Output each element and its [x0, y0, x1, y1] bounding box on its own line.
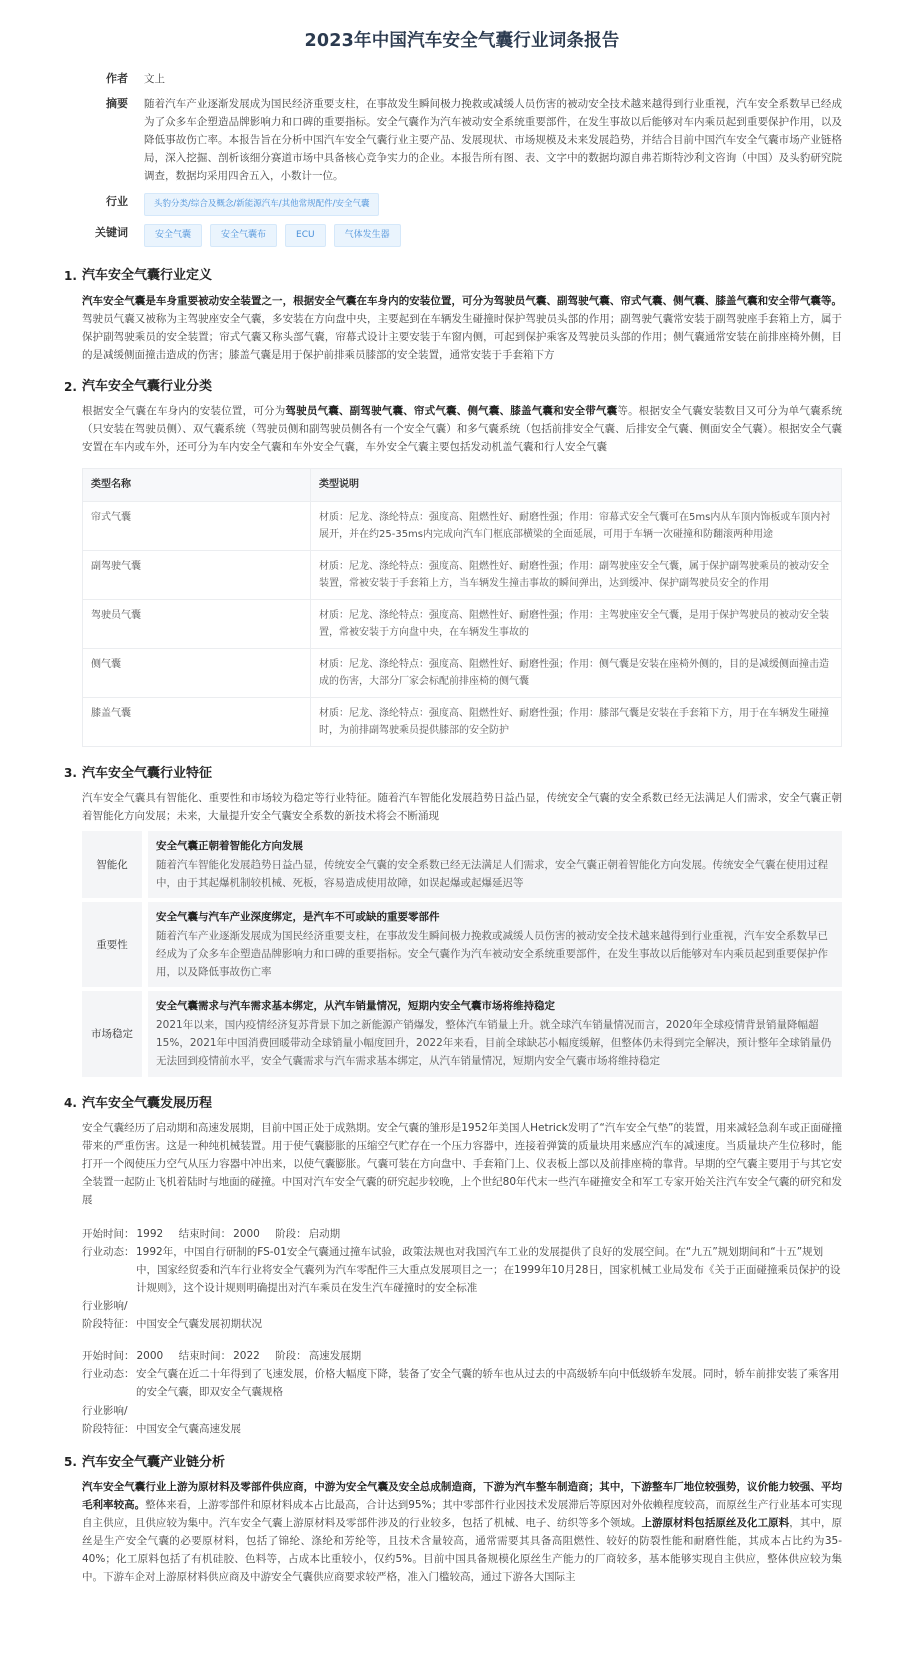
start-label: 开始时间：: [82, 1350, 135, 1363]
type-name-cell: 膝盖气囊: [83, 697, 311, 746]
author-row: [82, 70, 842, 89]
type-name-cell: 侧气囊: [83, 648, 311, 697]
section-value-chain: [64, 1452, 843, 1587]
body-text: 整体来看，上游零部件和原材料成本占比最高，合计达到95%；其中零部件行业因技术发展滞后等原因对外依赖程度较高，而原丝生产行业基本可实现自主供应，且供应较为集中。汽车安全气囊上游原材料及零部件涉及的行业较多，包括了机械、电子、纺织等多个领域。: [82, 1499, 843, 1530]
author-name: 文上: [144, 73, 165, 86]
stage-header: [82, 1225, 842, 1243]
keyword-tag[interactable]: 气体发生器: [334, 224, 401, 247]
stage-feature: [82, 1315, 842, 1333]
abstract-text: 随着汽车产业逐渐发展成为国民经济重要支柱，在事故发生瞬间极力挽救或减缓人员伤害的被动安全技术越来越得到行业重视，汽车安全系数早已经成为了众多车企塑造品牌影响力和口碑的重要指标。安全气囊作为汽车被动安全系统重要部件，在发生事故以后能够对车内乘员起到重要保护作用，以及降低事故伤亡率。本报告旨在分析中国汽车安全气囊行业主要产品、发展现状、市场规模及未来发展趋势，并结合目前中国汽车安全气囊市场产业链格局，深入挖掘、剖析该细分赛道市场中具备核心竞争实力的企业。本报告所有图、表、文字中的数据均源自弗若斯特沙利文咨询（中国）及头豹研究院调查，数据均采用四舍五入，小数计一位。: [144, 98, 842, 183]
start-label: 开始时间：: [82, 1228, 135, 1241]
type-desc-cell: 材质：尼龙、涤纶特点：强度高、阻燃性好、耐磨性强；作用：膝部气囊是安装在手套箱下方，用于在车辆发生碰撞时，为前排副驾驶乘员提供膝部的安全防护: [311, 697, 842, 746]
stage-dynamic: [82, 1365, 842, 1401]
type-desc-cell: 材质：尼龙、涤纶特点：强度高、阻燃性好、耐磨性强；作用：副驾驶座安全气囊，属于保护副驾驶乘员的被动安全装置，常被安装于手套箱上方，当车辆发生撞击事故的瞬间弹出，达到缓冲、保护副驾驶员安全的作用: [311, 550, 842, 599]
section-title: 汽车安全气囊发展历程: [82, 1095, 213, 1111]
keywords-label: 关键词: [95, 225, 128, 239]
feature-item: [82, 991, 842, 1076]
feature-title: 安全气囊与汽车产业深度绑定，是汽车不可或缺的重要零部件: [156, 911, 440, 924]
table-header-cell: 类型说明: [311, 469, 842, 501]
keyword-tag[interactable]: 安全气囊布: [210, 224, 277, 247]
feature-text: 中国安全气囊高速发展: [136, 1422, 241, 1435]
feature-key: 市场稳定: [82, 991, 142, 1076]
section-heading: [64, 265, 842, 287]
start-value: 1992: [136, 1228, 164, 1241]
section-paragraph: 汽车安全气囊具有智能化、重要性和市场较为稳定等行业特征。随着汽车智能化发展趋势日益凸显，传统安全气囊的安全系数已经无法满足人们需求，安全气囊正朝着智能化方向发展；未来，大量提升安全气囊安全系数的新技术将会不断涌现: [82, 791, 842, 822]
feature-item: [82, 831, 842, 898]
industry-label: 行业: [106, 195, 128, 209]
table-row: [83, 501, 842, 550]
feature-title: 安全气囊正朝着智能化方向发展: [156, 840, 303, 852]
section-heading: [64, 763, 842, 785]
section-paragraph: [82, 292, 842, 364]
type-desc-cell: 材质：尼龙、涤纶特点：强度高、阻燃性好、耐磨性强；作用：帘幕式安全气囊可在5ms内从车顶内饰板或车顶内衬展开，并在约25-35ms内完成向汽车门框底部横梁的全面延展，可用于车辆一次碰撞和防翻滚两种用途: [311, 501, 842, 550]
table-row: [83, 697, 842, 746]
section-paragraph: [82, 402, 842, 456]
feature-title: 安全气囊需求与汽车需求基本绑定，从汽车销量情况，短期内安全气囊市场将维持稳定: [156, 1000, 555, 1013]
dynamic-label: 行业动态：: [82, 1368, 135, 1381]
stage-feature: [82, 1420, 842, 1438]
end-label: 结束时间：: [178, 1228, 232, 1241]
report-meta: [82, 70, 842, 247]
section-title: 汽车安全气囊行业定义: [82, 268, 213, 284]
feature-label: 阶段特征：: [82, 1422, 135, 1435]
section-number: 3.: [64, 766, 77, 781]
section-paragraph: [82, 1478, 842, 1586]
abstract-row: [82, 95, 842, 185]
report-title: 2023年中国汽车安全气囊行业词条报告: [304, 31, 620, 51]
industry-row: [82, 193, 842, 216]
impact-label: 行业影响/: [82, 1300, 128, 1313]
body-text: 根据安全气囊在车身内的安装位置，可分为: [82, 405, 286, 418]
start-value: 2000: [136, 1350, 164, 1363]
body-text: 等。根据安全气囊安装数目又可分为单气囊系统（只安装在驾驶员侧）、双气囊系统（驾驶员侧和副驾驶员侧各有一个安全气囊）和多气囊系统（包括前排安全气囊、后排安全气囊、侧面安全气囊）。根据安全气囊安置在车内或车外，还可分为车内安全气囊和车外安全气囊，车外安全气囊主要包括发动机盖气囊和行人安全气囊: [82, 405, 843, 454]
keyword-tag[interactable]: 安全气囊: [144, 224, 202, 247]
phase-value: 高速发展期: [308, 1350, 362, 1363]
table-header-row: [83, 469, 842, 501]
lead-bold-text: 汽车安全气囊是车身重要被动安全装置之一，根据安全气囊在车身内的安装位置，可分为驾驶员气囊、副驾驶气囊、帘式气囊、侧气囊、膝盖气囊和安全带气囊等。: [82, 294, 842, 307]
keywords-row: [82, 224, 842, 247]
lead-bold-text: 汽车安全气囊行业上游为原材料及零部件供应商，中游为安全气囊及安全总成制造商，下游为汽车整车制造商；其中，下游整车厂地位较强势，议价能力较强、平均毛利率较高。: [82, 1480, 842, 1512]
section-number: 4.: [64, 1096, 77, 1111]
end-label: 结束时间：: [178, 1350, 232, 1363]
body-text: ，其中，原丝是生产安全气囊的必要原材料，包括了锦纶、涤纶和芳纶等，且技术含量较高，通常需要其具备高阻燃性、较好的防裂性能和耐磨性能，其成本占比约为35-40%；化工原料包括了有机硅胶、色料等，占成本比重较小，仅约5%。目前中国具备规模化原丝生产能力的厂商较多，基本能够实现自主供应，整体供应较为集中。下游车企对上游原材料供应商及中游安全气囊供应商要求较严格，准入门槛较高，通过下游各大国际主: [82, 1517, 843, 1584]
feature-text: 2021年以来，国内疫情经济复苏背景下加之新能源产销爆发，整体汽车销量上升。就全球汽车销量情况而言，2020年全球疫情背景销量降幅超15%，2021年中国消费回暖带动全球销量小幅度回升，2022年来看，目前全球缺芯小幅度缓解，但整体仍未得到完全解决，预计整年全球销量仍无法回到疫情前水平，安全气囊需求与汽车需求基本绑定，从汽车销量情况，短期内安全气囊市场将维持稳定: [156, 1019, 832, 1068]
feature-item: [82, 902, 842, 987]
feature-key: 重要性: [82, 902, 142, 987]
table-row: [83, 550, 842, 599]
type-name-cell: 驾驶员气囊: [83, 599, 311, 648]
feature-label: 阶段特征：: [82, 1318, 135, 1331]
end-value: 2000: [233, 1228, 260, 1241]
section-paragraph: 安全气囊经历了启动期和高速发展期，目前中国正处于成熟期。安全气囊的雏形是1952年美国人Hetrick发明了“汽车安全气垫”的装置，用来减轻急刹车或正面碰撞带来的严重伤害。这是一种纯机械装置。用于使气囊膨胀的压缩空气贮存在一个压力容器中，连接着弹簧的质量块用来感应汽车的减速度。当质量块产生位移时，能打开一个阀使压力空气从压力容器中冲出来，以使气囊膨胀。气囊可装在方向盘中、手套箱门上、仪表板上部以及前排座椅的靠背。早期的空气囊主要用于与其它安全装置一起防止飞机着陆时与地面的碰撞。中国对汽车安全气囊的研究起步较晚，上个世纪80年代末一些汽车碰撞安全和军工专家开始关注汽车安全气囊的研究和发展: [82, 1121, 842, 1207]
abstract-label: 摘要: [106, 97, 128, 110]
section-title: 汽车安全气囊行业分类: [82, 378, 213, 394]
section-characteristics: [64, 763, 842, 1077]
section-history: [64, 1093, 842, 1438]
bold-text: 驾驶员气囊、副驾驶气囊、帘式气囊、侧气囊、膝盖气囊和安全带气囊: [285, 405, 618, 418]
section-heading: [64, 376, 842, 398]
dynamic-text: 安全气囊在近二十年得到了飞速发展，价格大幅度下降，装备了安全气囊的轿车也从过去的中高级轿车向中低级轿车发展。同时，轿车前排安装了乘客用的安全气囊，即双安全气囊规格: [136, 1368, 840, 1399]
section-classification: [64, 376, 843, 747]
section-number: 2.: [64, 379, 77, 394]
stage-header: [82, 1347, 842, 1365]
author-label: 作者: [106, 72, 128, 86]
feature-list: [82, 831, 842, 1077]
table-header-cell: 类型名称: [83, 469, 311, 501]
keyword-tag[interactable]: ECU: [285, 224, 326, 247]
type-desc-cell: 材质：尼龙、涤纶特点：强度高、阻燃性好、耐磨性强；作用：主驾驶座安全气囊，是用于保护驾驶员的被动安全装置，常被安装于方向盘中央，在车辆发生事故的: [311, 599, 842, 648]
phase-value: 启动期: [308, 1228, 341, 1241]
feature-text: 随着汽车智能化发展趋势日益凸显，传统安全气囊的安全系数已经无法满足人们需求，安全气囊正朝着智能化方向发展。传统安全气囊在使用过程中，由于其起爆机制较机械、死板，容易造成使用故障，如误起爆或起爆延迟等: [156, 859, 828, 890]
section-number: 1.: [64, 269, 77, 284]
dynamic-text: 1992年，中国自行研制的FS-01安全气囊通过撞车试验，政策法规也对我国汽车工业的发展提供了良好的发展空间。在“九五”规划期间和“十五”规划中，国家经贸委和汽车行业将安全气囊列为汽车零配件三大重点发展项目之一；在1999年10月28日，国家机械工业局发布《关于正面碰撞乘员保护的设计规则》，这个设计规则明确提出对汽车乘员在发生汽车碰撞时的安全标准: [136, 1246, 841, 1295]
feature-text: 中国安全气囊发展初期状况: [136, 1318, 262, 1331]
stage-dynamic: [82, 1243, 842, 1297]
section-title: 汽车安全气囊产业链分析: [82, 1454, 226, 1470]
end-value: 2022: [233, 1350, 260, 1363]
history-stage: [82, 1225, 842, 1333]
table-row: [83, 599, 842, 648]
bold-text: 上游原材料包括原丝及化工原料: [641, 1517, 790, 1530]
type-desc-cell: 材质：尼龙、涤纶特点：强度高、阻燃性好、耐磨性强；作用：侧气囊是安装在座椅外侧的，目的是减缓侧面撞击造成的伤害，大部分厂家会标配前排座椅的侧气囊: [311, 648, 842, 697]
feature-text: 随着汽车产业逐渐发展成为国民经济重要支柱，在事故发生瞬间极力挽救或减缓人员伤害的被动安全技术越来越得到行业重视，汽车安全系数早已经成为了众多车企塑造品牌影响力和口碑的重要指标。安全气囊作为汽车被动安全系统重要部件，在发生事故以后能够对车内乘员起到重要保护作用，以及降低事故伤亡率: [156, 930, 828, 979]
phase-label: 阶段：: [275, 1350, 307, 1363]
section-heading: [64, 1452, 842, 1474]
section-heading: [64, 1093, 842, 1115]
section-title: 汽车安全气囊行业特征: [82, 765, 213, 781]
feature-key: 智能化: [82, 831, 142, 898]
type-name-cell: 副驾驶气囊: [83, 550, 311, 599]
body-text: 驾驶员气囊又被称为主驾驶座安全气囊，多安装在方向盘中央，主要起到在车辆发生碰撞时保护驾驶员头部的作用；副驾驶气囊常安装于副驾驶座手套箱上方，属于保护副驾驶乘员的安全装置；帘式气囊又称头部气囊，帘幕式设计主要安装于车窗内侧，可起到保护乘客及驾驶员头部的作用；侧气囊通常安装在前排座椅外侧，目的是减缓侧面撞击造成的伤害；膝盖气囊是用于保护前排乘员膝部的安全装置，通常安装于手套箱下方: [82, 312, 842, 361]
phase-label: 阶段：: [275, 1228, 307, 1241]
dynamic-label: 行业动态：: [82, 1246, 135, 1259]
history-stage: [82, 1347, 842, 1437]
section-definition: [64, 265, 842, 364]
classification-table: [82, 468, 842, 746]
table-row: [83, 648, 842, 697]
industry-tag[interactable]: 头豹分类/综合及概念/新能源汽车/其他常规配件/安全气囊: [144, 193, 379, 216]
section-number: 5.: [64, 1455, 77, 1470]
type-name-cell: 帘式气囊: [83, 501, 311, 550]
impact-label: 行业影响/: [82, 1404, 128, 1417]
